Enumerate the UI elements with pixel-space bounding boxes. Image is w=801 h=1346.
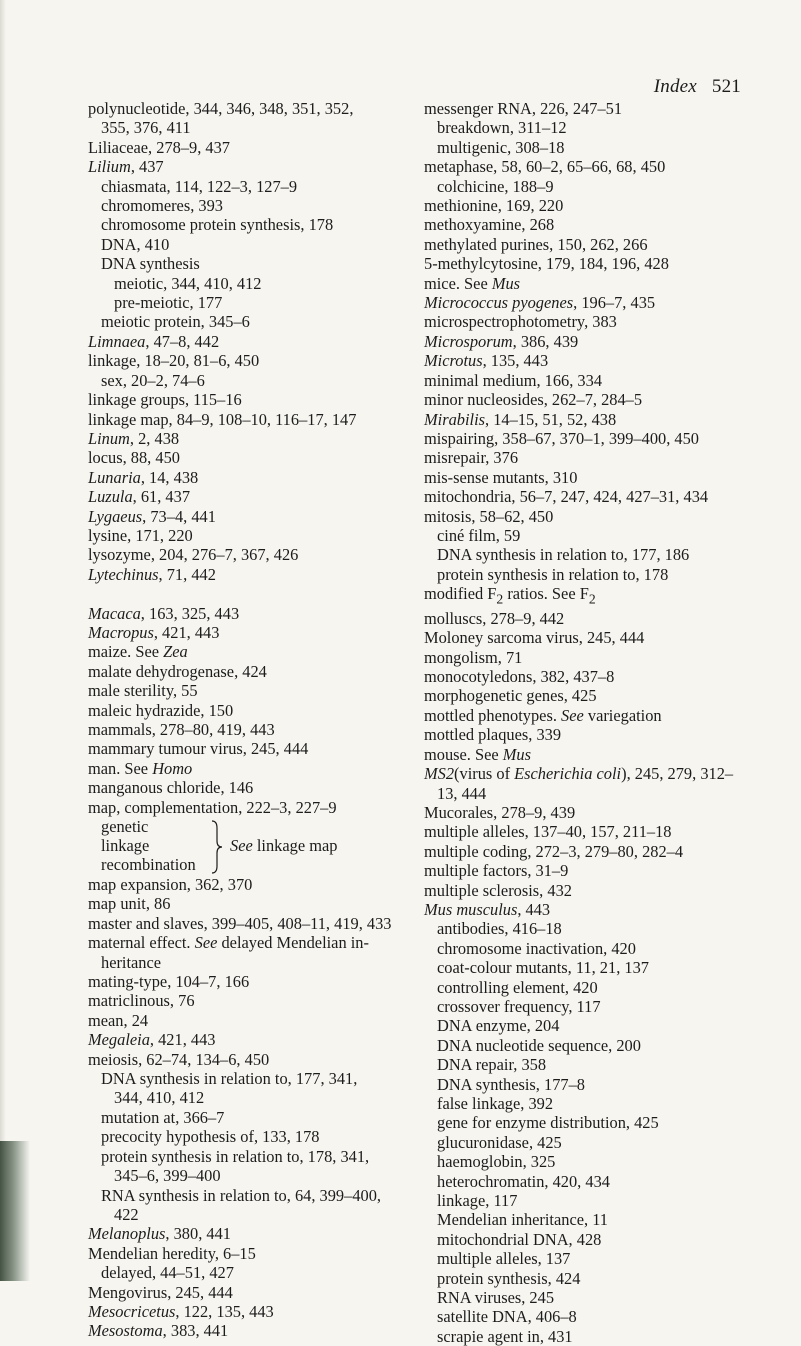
- index-subentry: [88, 1127, 408, 1146]
- index-entry: [88, 662, 408, 681]
- entry-text: Mucorales, 278–9, 439: [424, 802, 576, 822]
- brace-icon: [210, 820, 224, 874]
- index-subentry: [88, 1147, 408, 1166]
- index-entry: [424, 468, 754, 487]
- index-subentry: [424, 1094, 754, 1113]
- entry-text: , 386, 439: [512, 331, 579, 351]
- index-subentry: [424, 1036, 754, 1055]
- entry-text: , 47–8, 442: [145, 331, 220, 351]
- index-entry: [88, 429, 408, 448]
- entry-text: linkage, 18–20, 81–6, 450: [88, 351, 260, 371]
- index-entry: [424, 764, 754, 783]
- index-entry: [88, 778, 408, 797]
- italic-term: Luzula: [88, 487, 133, 507]
- index-subentry: [424, 138, 754, 157]
- index-subentry: [424, 526, 754, 545]
- index-entry: [424, 881, 754, 900]
- entry-text: crossover frequency, 117: [437, 996, 601, 1016]
- index-entry: [88, 565, 408, 584]
- index-entry-brace-group: [88, 817, 408, 875]
- entry-text: RNA viruses, 245: [437, 1288, 555, 1308]
- index-subentry: [424, 1172, 754, 1191]
- section-gap: [88, 584, 408, 603]
- italic-term: Mus: [502, 744, 531, 764]
- entry-text: 5-methylcytosine, 179, 184, 196, 428: [424, 254, 669, 274]
- entry-text: delayed, 44–51, 427: [101, 1263, 234, 1283]
- entry-text: 355, 376, 411: [101, 118, 191, 138]
- page-edge-shading: [0, 0, 6, 1281]
- index-subentry: [88, 215, 408, 234]
- entry-text: multigenic, 308–18: [437, 137, 565, 157]
- index-entry: [88, 99, 408, 118]
- entry-text: Liliaceae, 278–9, 437: [88, 137, 231, 157]
- index-entry: [88, 798, 408, 817]
- entry-text: mitochondria, 56–7, 247, 424, 427–31, 434: [424, 487, 709, 507]
- index-entry: [88, 1283, 408, 1302]
- index-entry: [424, 254, 754, 273]
- index-entry: [424, 725, 754, 744]
- entry-text: , 383, 441: [162, 1321, 229, 1341]
- entry-text: 422: [114, 1204, 139, 1224]
- entry-text: polynucleotide, 344, 346, 348, 351, 352,: [88, 99, 354, 118]
- entry-text: satellite DNA, 406–8: [437, 1307, 577, 1327]
- entry-text: lysine, 171, 220: [88, 525, 193, 545]
- italic-term: Lytechinus: [88, 564, 159, 584]
- index-subentry: [424, 545, 754, 564]
- index-entry: [88, 487, 408, 506]
- index-entry-subterm: genetic: [101, 817, 149, 837]
- entry-text: , 196–7, 435: [573, 293, 656, 313]
- entry-text: heterochromatin, 420, 434: [437, 1171, 610, 1191]
- entry-text: linkage map, 84–9, 108–10, 116–17, 147: [88, 409, 357, 429]
- italic-term: Lygaeus: [88, 506, 143, 526]
- index-subentry: [88, 1166, 408, 1185]
- entry-text: protein synthesis, 424: [437, 1268, 581, 1288]
- index-column-right: [424, 99, 754, 1346]
- index-entry: [88, 642, 408, 661]
- entry-text: maleic hydrazide, 150: [88, 700, 234, 720]
- index-entry: [88, 390, 408, 409]
- index-entry: [88, 138, 408, 157]
- index-subentry: [424, 978, 754, 997]
- index-subentry: [88, 371, 408, 390]
- entry-text: ), 245, 279, 312–: [621, 764, 734, 784]
- entry-text: Mendelian inheritance, 11: [437, 1210, 608, 1230]
- entry-text: matriclinous, 76: [88, 991, 195, 1011]
- entry-text: maize. See: [88, 642, 164, 662]
- italic-term: Mesostoma: [88, 1321, 163, 1341]
- entry-text: DNA repair, 358: [437, 1055, 547, 1075]
- index-entry: [424, 584, 754, 609]
- italic-term: Melanoplus: [88, 1224, 166, 1244]
- entry-text: meiosis, 62–74, 134–6, 450: [88, 1049, 270, 1069]
- entry-text: mammals, 278–80, 419, 443: [88, 719, 275, 739]
- entry-text: mammary tumour virus, 245, 444: [88, 739, 309, 759]
- index-entry: [88, 468, 408, 487]
- index-entry: [88, 351, 408, 370]
- entry-text: mottled phenotypes.: [424, 705, 562, 725]
- index-entry-subterm: recombination: [101, 855, 196, 875]
- entry-text: scrapie agent in, 431: [437, 1326, 573, 1346]
- entry-text: coat-colour mutants, 11, 21, 137: [437, 958, 649, 978]
- entry-text: man. See: [88, 758, 153, 778]
- entry-text: mispairing, 358–67, 370–1, 399–400, 450: [424, 428, 699, 448]
- index-entry: [424, 99, 754, 118]
- entry-text: (virus of: [454, 764, 515, 784]
- entry-text: , 14–15, 51, 52, 438: [485, 409, 617, 429]
- entry-text: , 421, 443: [153, 622, 220, 642]
- index-entry: [424, 706, 754, 725]
- entry-text: , 443: [517, 899, 551, 919]
- entry-text: mean, 24: [88, 1010, 149, 1030]
- italic-term: See: [194, 933, 218, 953]
- entry-text: linkage groups, 115–16: [88, 390, 242, 410]
- index-entry: [88, 739, 408, 758]
- index-entry: [88, 604, 408, 623]
- index-entry: [424, 861, 754, 880]
- entry-text: 13, 444: [437, 783, 487, 803]
- entry-text: chromomeres, 393: [101, 196, 223, 216]
- index-subentry: [424, 1055, 754, 1074]
- index-entry: [88, 972, 408, 991]
- entry-text: protein synthesis in relation to, 178, 341,: [101, 1146, 370, 1166]
- italic-term: MS2: [424, 764, 455, 784]
- entry-text: mis-sense mutants, 310: [424, 467, 578, 487]
- entry-text: methylated purines, 150, 262, 266: [424, 234, 648, 254]
- index-subentry: [88, 1108, 408, 1127]
- entry-text: 2: [496, 591, 504, 607]
- entry-text: Moloney sarcoma virus, 245, 444: [424, 628, 645, 648]
- index-entry: [88, 991, 408, 1010]
- entry-text: meiotic, 344, 410, 412: [114, 273, 262, 293]
- italic-term: Micrococcus pyogenes: [424, 293, 574, 313]
- italic-term: Mus: [491, 273, 521, 293]
- index-subentry: [88, 1186, 408, 1205]
- entry-text: mice. See: [424, 273, 492, 293]
- entry-text: controlling element, 420: [437, 977, 598, 997]
- index-subentry: [424, 1288, 754, 1307]
- page-header: [654, 76, 741, 98]
- index-subentry: [424, 939, 754, 958]
- index-subentry: [424, 1230, 754, 1249]
- index-entry: [424, 157, 754, 176]
- entry-text: RNA synthesis in relation to, 64, 399–400,: [101, 1185, 382, 1205]
- italic-term: Homo: [152, 758, 193, 778]
- entry-text: DNA synthesis: [101, 254, 200, 274]
- entry-text: messenger RNA, 226, 247–51: [424, 99, 623, 118]
- entry-text: ciné film, 59: [437, 525, 521, 545]
- see-target: linkage map: [252, 836, 338, 856]
- entry-text: linkage, 117: [437, 1191, 518, 1211]
- entry-text: map unit, 86: [88, 894, 171, 914]
- entry-text: protein synthesis in relation to, 178: [437, 564, 669, 584]
- index-entry: [424, 507, 754, 526]
- entry-text: , 135, 443: [482, 351, 549, 371]
- italic-term: Lilium: [88, 157, 131, 177]
- entry-text: multiple coding, 272–3, 279–80, 282–4: [424, 841, 684, 861]
- entry-text: 2: [588, 591, 596, 607]
- index-entry: [88, 759, 408, 778]
- index-subentry: [424, 1191, 754, 1210]
- entry-text: map expansion, 362, 370: [88, 875, 253, 895]
- italic-term: Linum: [88, 428, 130, 448]
- entry-text: malate dehydrogenase, 424: [88, 661, 267, 681]
- index-entry: [424, 351, 754, 370]
- index-entry: [88, 1011, 408, 1030]
- index-entry: [424, 628, 754, 647]
- index-entry: [424, 686, 754, 705]
- entry-text: , 73–4, 441: [142, 506, 216, 526]
- index-subentry: [424, 919, 754, 938]
- entry-text: , 163, 325, 443: [140, 603, 240, 623]
- index-subentry: [424, 565, 754, 584]
- index-subentry: [88, 1205, 408, 1224]
- index-subentry: [424, 1133, 754, 1152]
- entry-text: molluscs, 278–9, 442: [424, 608, 565, 628]
- index-entry: [88, 1224, 408, 1243]
- entry-text: chiasmata, 114, 122–3, 127–9: [101, 176, 298, 196]
- index-entry: [424, 822, 754, 841]
- index-entry: [88, 157, 408, 176]
- index-entry: [88, 1244, 408, 1263]
- page-number: 521: [711, 76, 741, 97]
- entry-text: master and slaves, 399–405, 408–11, 419, 433: [88, 913, 392, 933]
- entry-text: mottled plaques, 339: [424, 725, 562, 745]
- index-entry: [424, 487, 754, 506]
- italic-term: Macropus: [88, 622, 154, 642]
- italic-term: Escherichia coli: [514, 764, 622, 784]
- entry-text: mongolism, 71: [424, 647, 523, 667]
- entry-text: delayed Mendelian in-: [217, 933, 369, 953]
- entry-text: mouse. See: [424, 744, 503, 764]
- index-subentry: [88, 1069, 408, 1088]
- entry-text: mitosis, 58–62, 450: [424, 506, 554, 526]
- entry-text: manganous chloride, 146: [88, 778, 254, 798]
- entry-text: monocotyledons, 382, 437–8: [424, 667, 615, 687]
- entry-text: DNA, 410: [101, 234, 170, 254]
- entry-text: gene for enzyme distribution, 425: [437, 1113, 659, 1133]
- entry-text: methoxyamine, 268: [424, 215, 555, 235]
- index-subentry: [424, 118, 754, 137]
- index-entry: [88, 526, 408, 545]
- entry-text: mitochondrial DNA, 428: [437, 1229, 602, 1249]
- index-subentry: [424, 1269, 754, 1288]
- see-label: See: [230, 836, 253, 856]
- index-entry: [88, 410, 408, 429]
- index-entry-subterm: linkage: [101, 836, 150, 856]
- index-subentry: [424, 1307, 754, 1326]
- index-entry: [88, 448, 408, 467]
- index-subentry: [88, 118, 408, 137]
- italic-term: Mus musculus: [424, 899, 518, 919]
- entry-text: , 421, 443: [149, 1030, 216, 1050]
- entry-text: heritance: [101, 952, 162, 972]
- entry-text: antibodies, 416–18: [437, 919, 562, 939]
- index-entry: [88, 507, 408, 526]
- index-entry: [88, 914, 408, 933]
- entry-text: multiple factors, 31–9: [424, 861, 569, 881]
- index-subentry: [424, 1016, 754, 1035]
- entry-text: DNA synthesis in relation to, 177, 186: [437, 545, 690, 565]
- italic-term: Limnaea: [88, 331, 146, 351]
- index-subentry: [88, 196, 408, 215]
- entry-text: chromosome inactivation, 420: [437, 938, 636, 958]
- index-subentry: [88, 293, 408, 312]
- entry-text: maternal effect.: [88, 933, 195, 953]
- index-entry: [424, 842, 754, 861]
- index-subentry: [424, 177, 754, 196]
- entry-text: Mengovirus, 245, 444: [88, 1282, 233, 1302]
- entry-text: map, complementation, 222–3, 227–9: [88, 797, 337, 817]
- italic-term: Megaleia: [88, 1030, 150, 1050]
- entry-text: precocity hypothesis of, 133, 178: [101, 1127, 320, 1147]
- index-entry: [424, 448, 754, 467]
- italic-term: Zea: [163, 642, 188, 662]
- entry-text: , 122, 135, 443: [175, 1301, 274, 1321]
- index-entry: [424, 293, 754, 312]
- index-entry: [424, 215, 754, 234]
- index-entry: [424, 648, 754, 667]
- entry-text: morphogenetic genes, 425: [424, 686, 597, 706]
- entry-text: false linkage, 392: [437, 1094, 554, 1113]
- italic-term: Mesocricetus: [88, 1301, 176, 1321]
- entry-text: lysozyme, 204, 276–7, 367, 426: [88, 545, 299, 565]
- index-subentry: [424, 1075, 754, 1094]
- entry-text: colchicine, 188–9: [437, 176, 554, 196]
- index-subentry: [88, 312, 408, 331]
- entry-text: methionine, 169, 220: [424, 196, 564, 216]
- entry-text: , 14, 438: [140, 467, 199, 487]
- page-corner-shadow: [0, 1141, 30, 1281]
- index-entry: [88, 332, 408, 351]
- index-entry: [88, 875, 408, 894]
- entry-text: , 437: [130, 157, 164, 177]
- entry-text: mating-type, 104–7, 166: [88, 972, 250, 992]
- index-entry: [88, 1321, 408, 1340]
- index-entry: [424, 312, 754, 331]
- index-entry: [88, 720, 408, 739]
- index-subentry: [424, 1152, 754, 1171]
- index-entry: [88, 894, 408, 913]
- index-subentry: [88, 953, 408, 972]
- entry-text: microspectrophotometry, 383: [424, 312, 617, 332]
- entry-text: Mendelian heredity, 6–15: [88, 1243, 256, 1263]
- entry-text: pre-meiotic, 177: [114, 293, 223, 313]
- entry-text: sex, 20–2, 74–6: [101, 370, 205, 390]
- index-entry: [88, 933, 408, 952]
- entry-text: multiple alleles, 137–40, 157, 211–18: [424, 822, 672, 842]
- italic-term: See: [561, 705, 584, 725]
- index-entry: [88, 681, 408, 700]
- running-title: Index: [653, 76, 697, 97]
- entry-text: glucuronidase, 425: [437, 1132, 562, 1152]
- entry-text: DNA synthesis, 177–8: [437, 1074, 585, 1094]
- entry-text: minor nucleosides, 262–7, 284–5: [424, 390, 643, 410]
- index-entry: [424, 390, 754, 409]
- index-subentry: [88, 274, 408, 293]
- index-entry: [424, 332, 754, 351]
- index-column-left: [88, 99, 408, 1341]
- italic-term: Mirabilis: [424, 409, 486, 429]
- index-subentry: [424, 1113, 754, 1132]
- index-entry: [88, 1050, 408, 1069]
- entry-text: minimal medium, 166, 334: [424, 370, 603, 390]
- entry-text: , 380, 441: [165, 1224, 231, 1244]
- index-entry: [424, 274, 754, 293]
- entry-text: multiple alleles, 137: [437, 1249, 571, 1269]
- entry-text: haemoglobin, 325: [437, 1152, 556, 1172]
- index-entry: [88, 701, 408, 720]
- index-entry: [88, 1030, 408, 1049]
- entry-text: 345–6, 399–400: [114, 1166, 221, 1186]
- index-entry: [88, 1302, 408, 1321]
- index-entry: [424, 900, 754, 919]
- entry-text: misrepair, 376: [424, 448, 519, 468]
- index-subentry: [424, 997, 754, 1016]
- entry-text: ratios. See F: [503, 584, 589, 604]
- entry-text: DNA nucleotide sequence, 200: [437, 1035, 641, 1055]
- entry-text: DNA synthesis in relation to, 177, 341,: [101, 1069, 358, 1089]
- italic-term: Microtus: [424, 351, 483, 371]
- index-subentry: [88, 235, 408, 254]
- entry-text: , 61, 437: [132, 487, 191, 507]
- index-subentry: [424, 1249, 754, 1268]
- index-entry: [424, 609, 754, 628]
- entry-text: chromosome protein synthesis, 178: [101, 215, 334, 235]
- index-entry: [424, 667, 754, 686]
- index-subentry: [424, 784, 754, 803]
- index-entry: [424, 429, 754, 448]
- entry-text: modified F: [424, 584, 497, 604]
- entry-text: DNA enzyme, 204: [437, 1016, 560, 1036]
- entry-text: mutation at, 366–7: [101, 1107, 225, 1127]
- cross-reference: [230, 836, 337, 855]
- index-entry: [424, 371, 754, 390]
- index-subentry: [424, 1210, 754, 1229]
- entry-text: 344, 410, 412: [114, 1088, 205, 1108]
- entry-text: multiple sclerosis, 432: [424, 880, 572, 900]
- entry-text: breakdown, 311–12: [437, 118, 567, 138]
- index-entry: [424, 235, 754, 254]
- index-subentry: [424, 1327, 754, 1346]
- entry-text: , 2, 438: [129, 428, 180, 448]
- italic-term: Microsporum: [424, 331, 513, 351]
- entry-text: variegation: [583, 705, 662, 725]
- index-subentry: [88, 254, 408, 273]
- index-entry: [88, 623, 408, 642]
- index-entry: [424, 410, 754, 429]
- entry-text: male sterility, 55: [88, 681, 198, 701]
- index-entry: [424, 803, 754, 822]
- index-subentry: [88, 1088, 408, 1107]
- index-entry: [424, 745, 754, 764]
- index-subentry: [88, 177, 408, 196]
- index-entry: [424, 196, 754, 215]
- index-entry: [88, 545, 408, 564]
- entry-text: locus, 88, 450: [88, 448, 180, 468]
- italic-term: Lunaria: [88, 467, 141, 487]
- index-subentry: [424, 958, 754, 977]
- entry-text: , 71, 442: [158, 564, 216, 584]
- index-subentry: [88, 1263, 408, 1282]
- entry-text: meiotic protein, 345–6: [101, 312, 250, 332]
- italic-term: Macaca: [88, 603, 141, 623]
- entry-text: metaphase, 58, 60–2, 65–66, 68, 450: [424, 157, 666, 177]
